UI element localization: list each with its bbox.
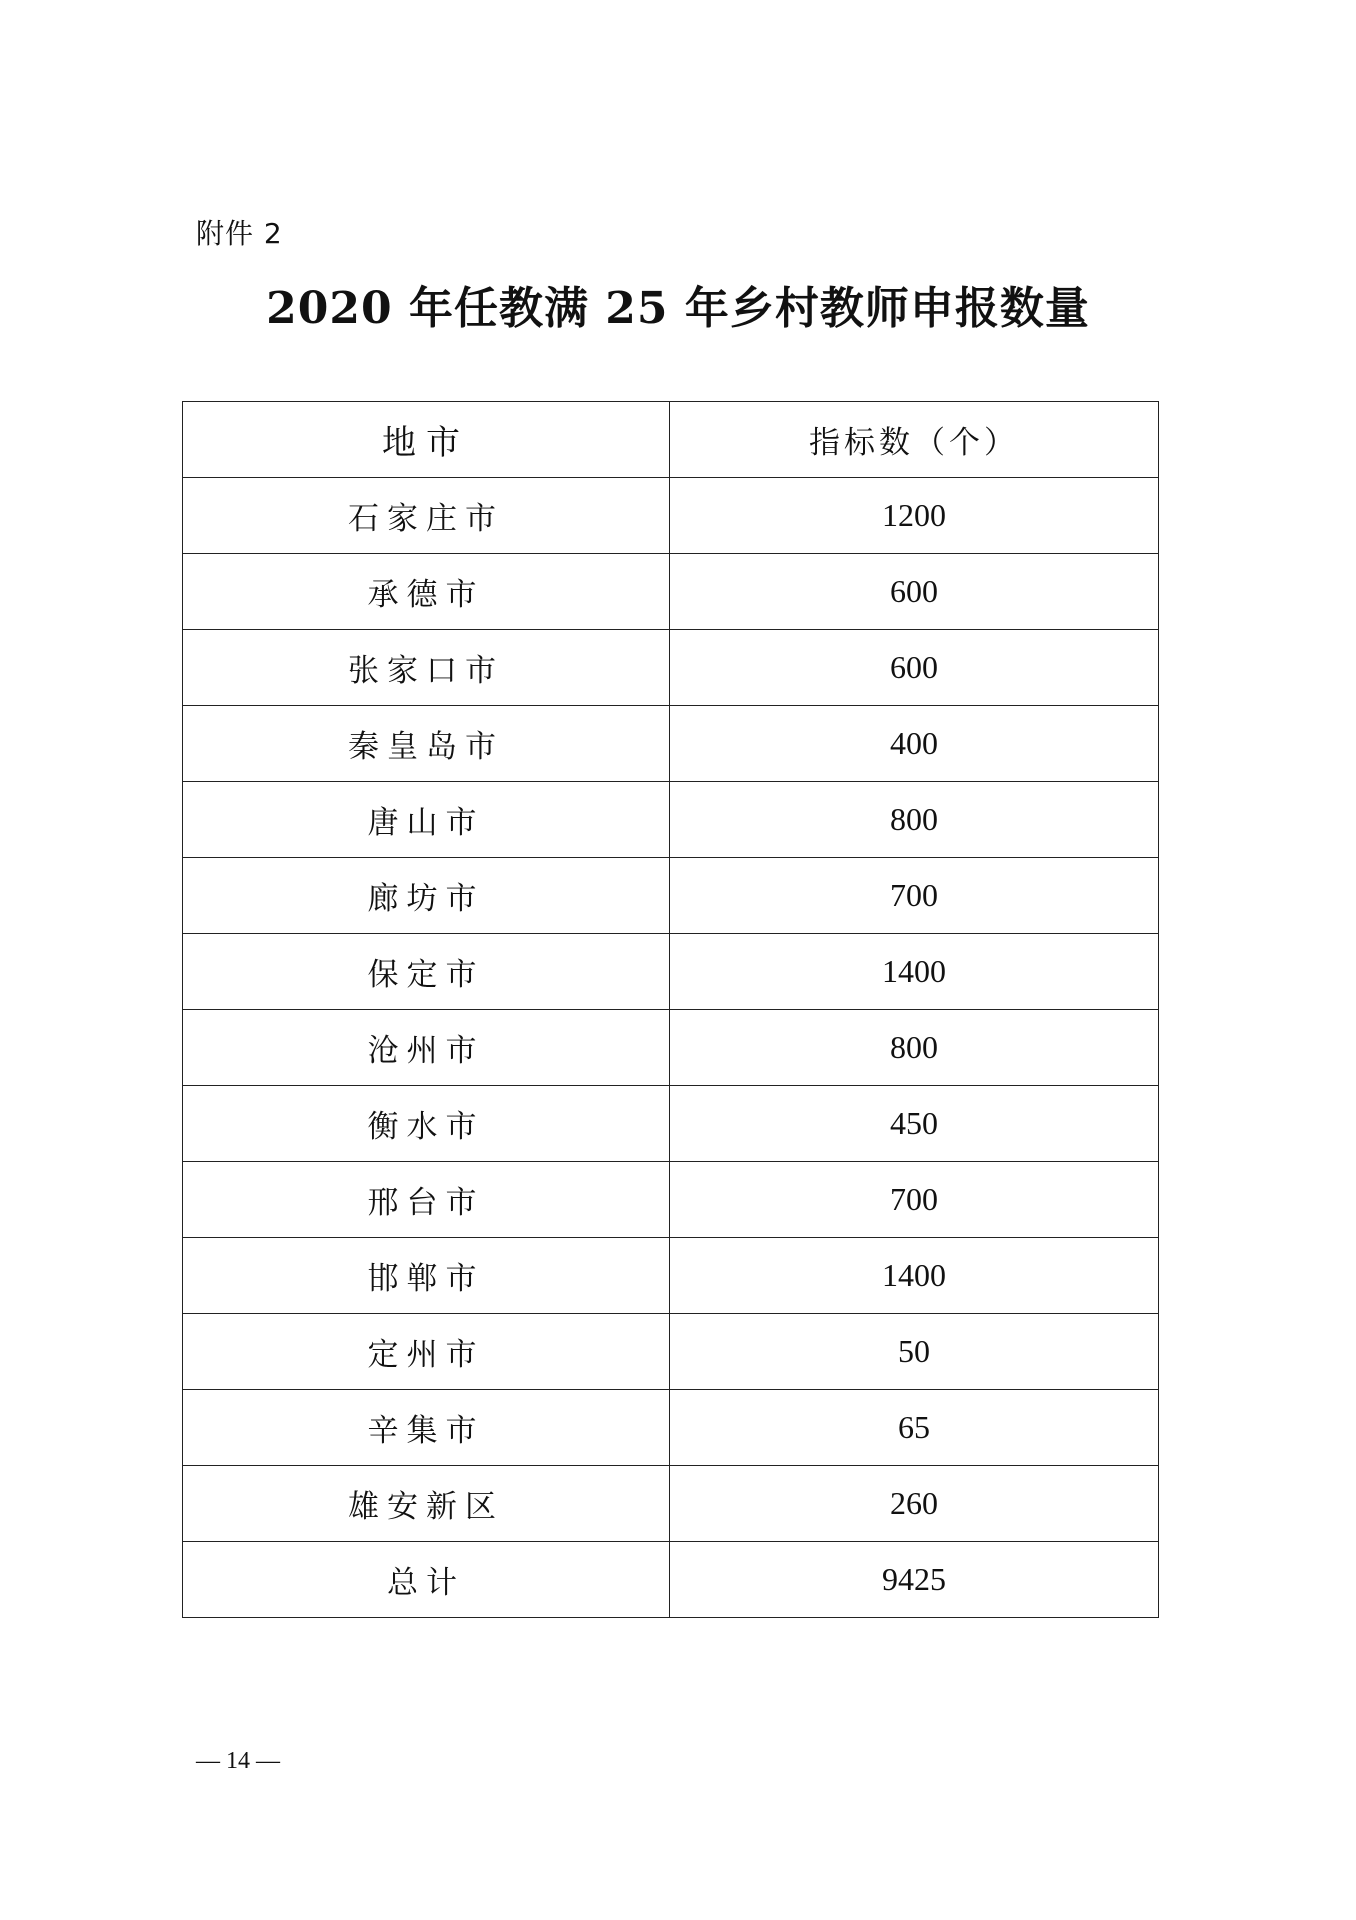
count-cell: 400 <box>670 706 1159 782</box>
count-cell: 800 <box>670 782 1159 858</box>
table-row <box>183 554 1159 630</box>
city-cell: 定州市 <box>183 1314 670 1390</box>
count-cell: 700 <box>670 1162 1159 1238</box>
header-count: 指标数（个） <box>670 402 1159 478</box>
count-cell: 600 <box>670 554 1159 630</box>
count-cell: 700 <box>670 858 1159 934</box>
city-cell: 保定市 <box>183 934 670 1010</box>
city-cell: 唐山市 <box>183 782 670 858</box>
city-cell: 辛集市 <box>183 1390 670 1466</box>
table-row <box>183 1162 1159 1238</box>
table-row <box>183 934 1159 1010</box>
table-row <box>183 1238 1159 1314</box>
table-row <box>183 1314 1159 1390</box>
quota-table <box>182 401 1159 1618</box>
table-row <box>183 1466 1159 1542</box>
city-cell: 沧州市 <box>183 1010 670 1086</box>
table-row <box>183 1010 1159 1086</box>
total-row <box>183 1542 1159 1618</box>
table-row <box>183 858 1159 934</box>
table-row <box>183 782 1159 858</box>
city-cell: 秦皇岛市 <box>183 706 670 782</box>
table-header-row <box>183 402 1159 478</box>
city-cell: 张家口市 <box>183 630 670 706</box>
page-number: — 14 — <box>196 1748 280 1774</box>
count-cell: 800 <box>670 1010 1159 1086</box>
table-row <box>183 1390 1159 1466</box>
count-cell: 50 <box>670 1314 1159 1390</box>
table-row <box>183 630 1159 706</box>
count-cell: 450 <box>670 1086 1159 1162</box>
count-cell: 1400 <box>670 1238 1159 1314</box>
city-cell: 邢台市 <box>183 1162 670 1238</box>
city-cell: 衡水市 <box>183 1086 670 1162</box>
count-cell: 65 <box>670 1390 1159 1466</box>
table-row <box>183 706 1159 782</box>
attachment-label: 附件 2 <box>196 217 283 250</box>
city-cell: 石家庄市 <box>183 478 670 554</box>
header-city: 地市 <box>183 402 670 478</box>
count-cell: 1400 <box>670 934 1159 1010</box>
city-cell: 雄安新区 <box>183 1466 670 1542</box>
city-cell: 邯郸市 <box>183 1238 670 1314</box>
document-title: 2020 年任教满 25 年乡村教师申报数量 <box>266 283 1090 334</box>
total-count-cell: 9425 <box>670 1542 1159 1618</box>
count-cell: 600 <box>670 630 1159 706</box>
count-cell: 1200 <box>670 478 1159 554</box>
total-label-cell: 总计 <box>183 1542 670 1618</box>
city-cell: 承德市 <box>183 554 670 630</box>
count-cell: 260 <box>670 1466 1159 1542</box>
table-row <box>183 478 1159 554</box>
table-row <box>183 1086 1159 1162</box>
city-cell: 廊坊市 <box>183 858 670 934</box>
